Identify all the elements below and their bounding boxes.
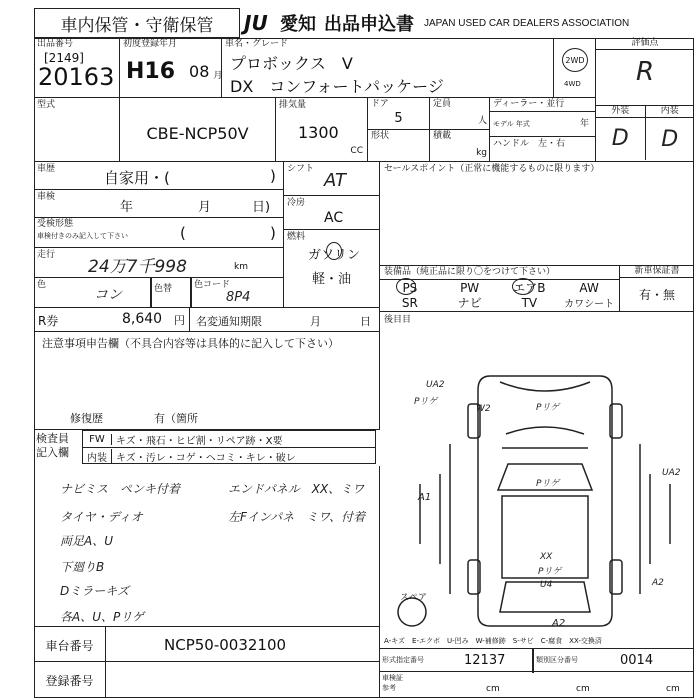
shape-label: 形状	[371, 131, 390, 141]
after-eye-cell	[380, 312, 694, 364]
inspection-year: 年	[120, 200, 134, 215]
recycle-cell	[34, 308, 190, 332]
note-3: タイヤ・ディオ	[60, 510, 143, 524]
diag-label-pdent-4: Pリゲ	[538, 567, 562, 577]
registration-cell	[120, 38, 222, 98]
weight-unit: kg	[476, 148, 487, 158]
fw-label: FW	[83, 434, 112, 445]
diag-label-pdent-2: Pリゲ	[536, 403, 560, 413]
note-1: ナビミス ペンキ付着	[60, 482, 181, 496]
sales-point-label: セールスポイント（正常に機能するものに限ります）	[384, 164, 600, 174]
equip-tv: TV	[521, 295, 538, 310]
history-value: 自家用・(	[104, 169, 170, 187]
recycle-unit: 円	[174, 314, 185, 327]
english-title: JAPAN USED CAR DEALERS ASSOCIATION	[424, 17, 630, 29]
displacement-unit: CC	[350, 146, 363, 156]
ps-circle	[396, 278, 416, 295]
fw-items: キズ・飛石・ヒビ割・リペア跡・X要	[116, 435, 283, 447]
interior-items: キズ・汚レ・コゲ・ヘコミ・キレ・破レ	[116, 452, 296, 464]
type-number-value: 12137	[464, 653, 506, 668]
airbag-circle	[512, 278, 534, 295]
color-change-label: 色替	[154, 284, 173, 294]
car-grade-value: DX コンフォートパッケージ	[230, 77, 444, 96]
note-2: エンドパネル XX、ミワ	[228, 482, 365, 496]
notification-day: 日	[360, 315, 371, 328]
inspection-month: 月	[198, 200, 212, 215]
storage-text: 車内保管・守衛保管	[60, 15, 214, 36]
modification-sub: 車検付きのみ記入して下さい	[37, 232, 128, 240]
drive-cell	[554, 38, 596, 98]
modification-row	[34, 218, 284, 248]
interior-score: D	[661, 126, 679, 152]
notification-label: 名変通知期限	[196, 315, 262, 328]
spare-label: スペア	[400, 593, 428, 603]
shape-cell	[368, 130, 430, 162]
diag-label-a1: A1	[418, 492, 432, 503]
lot-number: 20163	[38, 63, 115, 91]
diagram-legend: A-キズ E-エクボ U-凹み W-補修跡 S-サビ C-腐食 XX-交換済	[384, 637, 602, 645]
2wd-text: 2WD	[565, 55, 585, 65]
notes-cell	[34, 332, 380, 430]
note-5: 両足A、U	[60, 534, 113, 548]
header-bar	[244, 8, 694, 38]
car-name-cell	[222, 38, 554, 98]
modification-close: )	[270, 224, 276, 242]
notification-cell	[190, 308, 380, 332]
chassis-label: 車台番号	[34, 627, 106, 663]
doors-label: ドア	[371, 99, 389, 109]
diag-label-a2-bottom: A2	[552, 618, 566, 629]
color-divider	[150, 278, 152, 308]
aircon-value: AC	[324, 210, 344, 226]
mileage-label: 走行	[37, 250, 56, 260]
model-year-label: モデル 年式	[493, 119, 530, 128]
car-name-label: 車名・グレード	[225, 39, 289, 49]
registration-label: 初度登録年月	[123, 39, 178, 49]
notes-label: 注意事項申告欄（不具合内容等は具体的に記入して下さい）	[42, 337, 339, 350]
displacement-cell	[276, 98, 368, 162]
registration-year: H16	[126, 59, 176, 84]
mileage-value: 24万7千998	[88, 257, 187, 277]
weight-label: 積載	[433, 131, 452, 141]
handle-text: ハンドル 左・右	[493, 139, 566, 149]
handwritten-notes	[34, 466, 380, 626]
class-number-label: 類別区分番号	[536, 656, 578, 664]
equip-navi: ナビ	[457, 296, 482, 310]
diag-label-a2-right: A2	[652, 578, 664, 588]
modification-open: (	[180, 224, 186, 242]
diag-label-pdent-3: Pリゲ	[536, 479, 560, 489]
displacement-value: 1300	[298, 123, 339, 142]
fuel-label: 燃料	[287, 232, 306, 242]
color-row	[34, 278, 284, 308]
doors-cell	[368, 98, 430, 130]
dealer-label: ディーラー・並行	[490, 98, 595, 112]
car-name-value: プロボックス V	[230, 54, 353, 73]
capacity-label: 定員	[433, 99, 452, 109]
note-6: 下廻りB	[60, 560, 105, 574]
score-label: 評価点	[596, 38, 694, 50]
shift-cell	[284, 162, 380, 196]
color-code-label: 色コード	[194, 280, 231, 290]
warranty-cell	[620, 266, 694, 312]
registration-no-row	[34, 662, 380, 698]
lot-bracket: [2149]	[44, 51, 84, 65]
diag-label-ua2-right: UA2	[662, 468, 681, 478]
type-code-divider	[532, 649, 534, 673]
score-cell	[596, 38, 694, 106]
equip-aw: AW	[579, 280, 599, 295]
dimensions-label-2: 参考	[382, 684, 396, 692]
mileage-unit: km	[234, 262, 248, 272]
recycle-value: 8,640	[122, 311, 163, 327]
4wd-text: 4WD	[564, 80, 581, 88]
equip-airbag: エアB	[513, 281, 546, 295]
fuel-cell	[284, 230, 380, 308]
note-8: 各A、U、Pリゲ	[60, 610, 144, 624]
history-row	[34, 162, 284, 190]
capacity-unit: 人	[477, 116, 487, 126]
mileage-row	[34, 248, 284, 278]
note-4: 左Fインパネ ミワ、付着	[228, 510, 366, 524]
class-number-value: 0014	[620, 653, 654, 668]
exterior-label: 外装	[596, 106, 646, 117]
equipment-cell	[380, 266, 620, 312]
capacity-cell	[430, 98, 490, 130]
fuel-diesel: 軽・油	[312, 272, 352, 287]
car-diagram	[380, 364, 694, 648]
dim-unit-1: cm	[486, 684, 500, 694]
doors-value: 5	[394, 111, 403, 126]
recycle-label: R券	[38, 314, 59, 328]
inspection-day: 日)	[252, 200, 271, 215]
type-number-label: 形式指定番号	[382, 656, 424, 664]
dealer-cell	[490, 98, 596, 162]
inspector-label-2: 記入欄	[36, 446, 69, 459]
shift-label: シフト	[287, 164, 315, 174]
color-code-value: 8P4	[226, 290, 251, 305]
dim-unit-3: cm	[666, 684, 680, 694]
interior-inspect-label: 内装	[83, 449, 112, 464]
modification-label: 受検形態	[37, 219, 74, 229]
shift-value: AT	[324, 170, 346, 191]
color-value: コン	[94, 287, 122, 303]
gas-circle	[326, 242, 342, 260]
score-value: R	[635, 57, 655, 87]
lot-label: 出品番号	[37, 39, 74, 49]
registration-month: 08	[189, 62, 210, 81]
registration-no-label: 登録番号	[34, 662, 106, 698]
diag-label-xx: XX	[540, 552, 553, 562]
warranty-label: 新車保証書	[620, 266, 694, 278]
model-label-cell	[34, 98, 120, 162]
aircon-label: 冷房	[287, 198, 306, 208]
color-label: 色	[37, 280, 47, 290]
inspection-label: 車検	[37, 192, 56, 202]
interior-label: 内装	[660, 106, 679, 116]
model-year-unit: 年	[579, 118, 589, 129]
color-divider-2	[190, 278, 192, 308]
equip-sr: SR	[401, 295, 418, 310]
equip-ps: PS	[402, 280, 418, 295]
sales-point-cell	[380, 162, 694, 266]
model-cell	[120, 98, 276, 162]
diag-label-ua2-top: UA2	[426, 380, 445, 390]
model-label: 型式	[37, 100, 56, 110]
2wd-circle	[562, 48, 588, 72]
repair-value: 有（箇所	[154, 412, 198, 425]
equipment-label: 装備品（純正品に限り〇をつけて下さい）	[380, 266, 619, 280]
history-label: 車歴	[37, 164, 56, 174]
storage-box	[34, 8, 240, 38]
inspection-row	[34, 190, 284, 218]
diag-label-u4: U4	[540, 580, 553, 590]
inspector-cell	[34, 430, 380, 466]
history-close: )	[270, 167, 276, 185]
chassis-row	[34, 626, 380, 662]
fuel-gas: ガソリン	[308, 248, 361, 263]
equip-seat: カワシート	[564, 299, 615, 310]
model-value: CBE-NCP50V	[146, 124, 249, 143]
dimensions-label-1: 車検証	[382, 674, 403, 682]
chassis-value: NCP50-0032100	[164, 636, 287, 654]
equip-pw: PW	[460, 280, 480, 295]
type-code-row	[380, 648, 694, 672]
warranty-value: 有・無	[638, 288, 675, 302]
form-title: 出品申込書	[324, 14, 414, 35]
after-eye-label: 後目目	[384, 315, 412, 325]
note-7: Dミラーキズ	[60, 584, 130, 598]
brand-name: 愛知	[280, 14, 316, 35]
dim-unit-2: cm	[576, 684, 590, 694]
dimensions-row	[380, 672, 694, 698]
displacement-label: 排気量	[279, 100, 307, 110]
lot-cell	[34, 38, 120, 98]
aircon-cell	[284, 196, 380, 230]
month-unit: 月	[213, 71, 223, 81]
ju-logo: JU	[244, 11, 268, 35]
weight-cell	[430, 130, 490, 162]
diag-label-pdent-1: Pリゲ	[414, 397, 438, 407]
exterior-score: D	[596, 118, 646, 160]
exterior-interior-cell	[596, 106, 694, 162]
repair-label: 修復歴	[70, 412, 103, 425]
notification-month: 月	[310, 315, 321, 328]
diag-label-w2: W2	[476, 404, 491, 414]
inspector-label-1: 検査員	[36, 432, 69, 445]
